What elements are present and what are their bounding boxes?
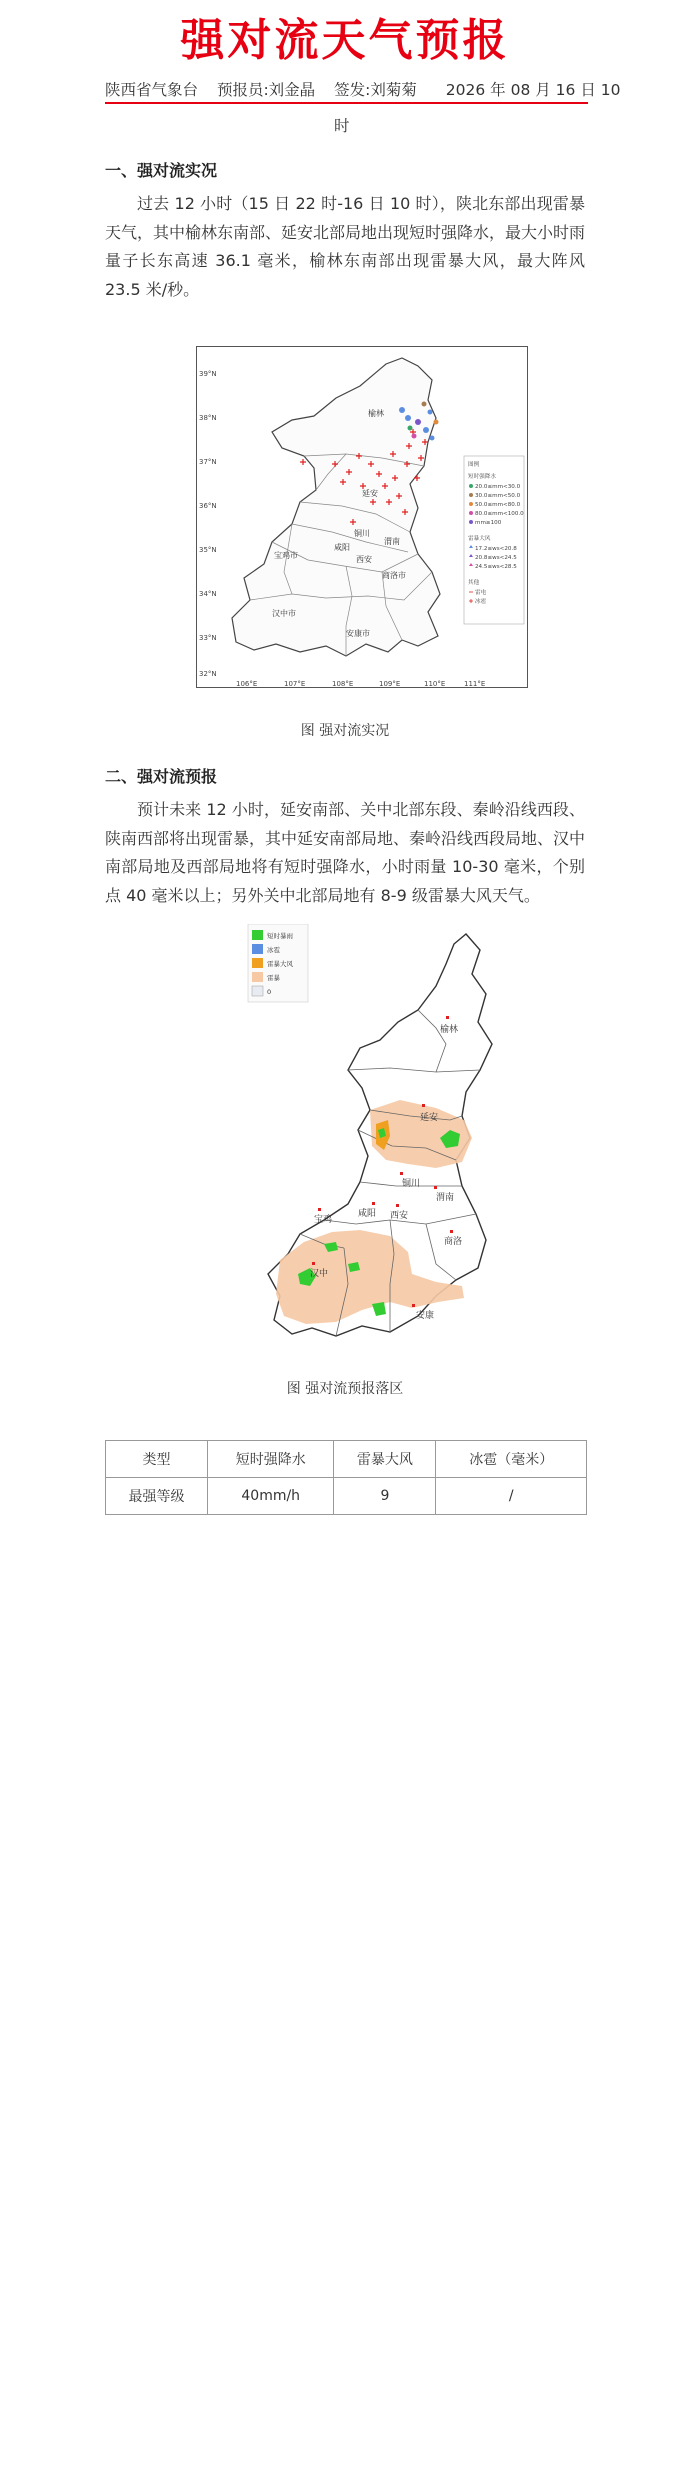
legend-item: 冰雹 <box>475 599 487 605</box>
section2-text: 预计未来 12 小时，延安南部、关中北部东段、秦岭沿线西段、陕南西部将出现雷暴，其中延安南部局地、秦岭沿线西段局地、汉中南部局地及西部局地将有短时强降水，小时雨量 10-30 毫米，个别点 40 毫米以上；另外关中北部局地有 8-9 级雷暴大风天气。 <box>105 800 586 905</box>
city-label: 榆林 <box>368 409 384 418</box>
agency: 陕西省气象台 <box>105 81 199 99</box>
table-header-cell: 类型 <box>106 1441 208 1478</box>
lon-label: 107°E <box>284 680 306 688</box>
legend-wind-title: 雷暴大风 <box>468 536 491 542</box>
lat-label: 36°N <box>199 502 217 510</box>
lon-label: 109°E <box>379 680 401 688</box>
legend-item: 17.2≤ws<20.8 <box>475 546 517 552</box>
city-label: 安康市 <box>346 629 370 638</box>
lon-label: 108°E <box>332 680 354 688</box>
city-label: 渭南 <box>384 537 400 546</box>
lat-label: 34°N <box>199 590 217 598</box>
legend-title: 图例 <box>468 462 480 468</box>
table-cell: 40mm/h <box>208 1478 334 1515</box>
section2-heading: 二、强对流预报 <box>105 767 218 786</box>
city-label: 西安 <box>356 555 372 564</box>
city-label: 延安 <box>420 1113 439 1123</box>
city-label: 宝鸡市 <box>274 551 298 560</box>
legend-item: 0 <box>267 988 272 996</box>
legend-item: 20.0≤mm<30.0 <box>475 484 521 490</box>
issue-date: 2026 年 08 月 16 日 10 <box>445 81 621 99</box>
city-label: 铜川 <box>402 1179 421 1189</box>
lat-label: 35°N <box>199 546 217 554</box>
city-label: 商洛 <box>444 1237 463 1247</box>
issuer: 签发:刘菊菊 <box>334 81 417 99</box>
legend-item: 20.8≤ws<24.5 <box>475 555 517 561</box>
map2-caption: 图 强对流预报落区 <box>286 1381 404 1397</box>
legend-item: 24.5≤ws<28.5 <box>475 564 517 570</box>
table-header-cell: 短时强降水 <box>208 1441 334 1478</box>
lon-label: 111°E <box>464 680 486 688</box>
legend-item: 30.0≤mm<50.0 <box>475 493 521 499</box>
lat-label: 38°N <box>199 414 217 422</box>
city-label: 安康 <box>416 1311 435 1321</box>
table-cell: 9 <box>334 1478 436 1515</box>
legend-item: 雷暴大风 <box>267 960 293 968</box>
lat-label: 39°N <box>199 370 217 378</box>
lat-label: 33°N <box>199 634 217 642</box>
table-cell: / <box>436 1478 587 1515</box>
city-label: 宝鸡 <box>314 1215 333 1225</box>
city-label: 渭南 <box>436 1193 455 1203</box>
header-rule <box>105 102 588 104</box>
legend-item: 冰雹 <box>267 946 280 954</box>
city-label: 咸阳 <box>334 543 350 552</box>
table-row <box>106 1478 587 1515</box>
section1-text: 过去 12 小时（15 日 22 时-16 日 10 时），陕北东部出现雷暴天气，其中榆林东南部、延安北部局地出现短时强降水，最大小时雨量子长东高速 36.1 毫米，榆林东南部出现雷暴大风，最大阵风 23.5 米/秒。 <box>105 194 586 299</box>
lat-label: 32°N <box>199 670 217 678</box>
city-label: 铜川 <box>354 529 370 538</box>
legend-item: mm≥100 <box>475 520 502 526</box>
city-label: 商洛市 <box>382 571 406 580</box>
section1-heading: 一、强对流实况 <box>105 161 218 180</box>
legend-item: 80.0≤mm<100.0 <box>475 511 524 517</box>
map1-caption: 图 强对流实况 <box>300 723 390 739</box>
page-title: 强对流天气预报 <box>180 15 510 66</box>
issue-meta <box>105 78 621 100</box>
map1-legend <box>464 456 524 624</box>
forecaster: 预报员:刘金晶 <box>216 81 316 99</box>
legend-item: 短时暴雨 <box>267 932 293 940</box>
city-label: 汉中市 <box>272 609 296 618</box>
forecast-convection-map <box>240 924 540 1364</box>
city-label: 汉中 <box>310 1269 329 1279</box>
city-label: 咸阳 <box>358 1209 377 1219</box>
map2-legend <box>248 924 308 1002</box>
legend-item: 雷暴 <box>267 974 280 982</box>
lat-label: 37°N <box>199 458 217 466</box>
table-cell: 最强等级 <box>106 1478 208 1515</box>
legend-item: 50.0≤mm<80.0 <box>475 502 521 508</box>
city-label: 延安 <box>362 489 378 498</box>
table-header-cell: 雷暴大风 <box>334 1441 436 1478</box>
city-label: 榆林 <box>440 1025 459 1035</box>
issue-hour: 时 <box>334 117 350 135</box>
lon-label: 106°E <box>236 680 258 688</box>
table-row <box>106 1441 587 1478</box>
legend-item: 雷电 <box>475 590 487 596</box>
observed-convection-map <box>196 346 528 688</box>
table-header-cell: 冰雹（毫米） <box>436 1441 587 1478</box>
city-label: 西安 <box>390 1211 409 1221</box>
lon-label: 110°E <box>424 680 446 688</box>
legend-rain-title: 短时强降水 <box>468 474 496 480</box>
max-level-table <box>105 1440 587 1515</box>
legend-other-title: 其他 <box>468 580 480 586</box>
